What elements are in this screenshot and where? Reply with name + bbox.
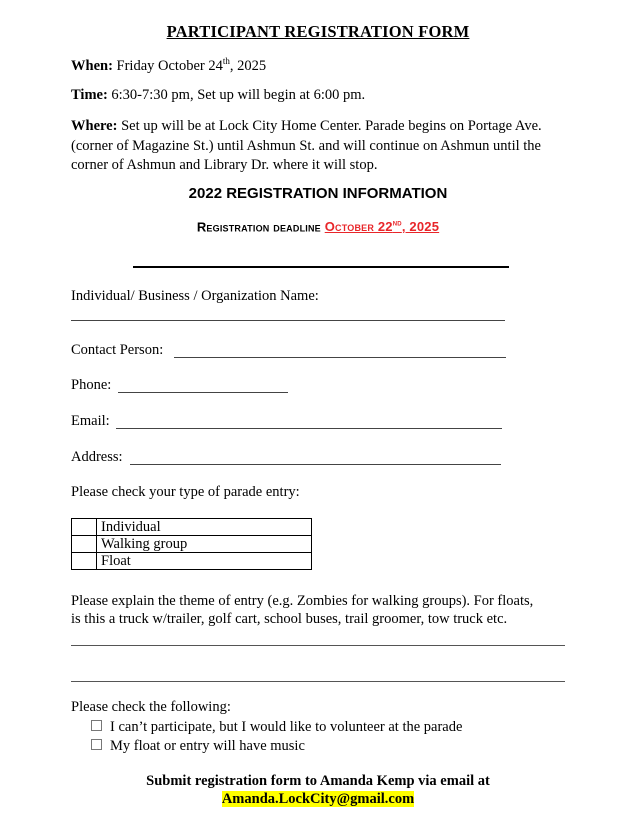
contact-input-line[interactable] xyxy=(174,357,506,358)
deadline-line xyxy=(0,219,636,234)
contact-label: Contact Person: xyxy=(71,342,164,358)
where-text-2: (corner of Magazine St.) until Ashmun St. and will continue on Ashmun until the xyxy=(71,138,541,154)
volunteer-label: I can’t participate, but I would like to volunteer at the parade xyxy=(110,719,463,735)
when-line xyxy=(71,56,266,75)
music-label: My float or entry will have music xyxy=(110,738,305,754)
deadline-date: October 22nd, 2025 xyxy=(324,219,440,235)
volunteer-checkbox[interactable] xyxy=(91,720,102,731)
entry-option-label: Walking group xyxy=(97,536,312,553)
name-label: Individual/ Business / Organization Name: xyxy=(71,288,319,304)
theme-prompt-2: is this a truck w/trailer, golf cart, school buses, trail groomer, tow truck etc. xyxy=(71,611,508,627)
entry-row xyxy=(72,536,312,553)
volunteer-option xyxy=(91,719,462,736)
theme-input-line-1[interactable] xyxy=(71,645,565,646)
name-input-line[interactable] xyxy=(71,320,505,321)
entry-checkbox[interactable] xyxy=(72,519,97,536)
deadline-label: Registration deadline xyxy=(196,219,321,235)
when-label: When: xyxy=(71,57,113,74)
entry-row xyxy=(72,519,312,536)
time-label: Time: xyxy=(71,87,108,103)
entry-checkbox[interactable] xyxy=(72,536,97,553)
where-line-1 xyxy=(71,118,542,135)
section-divider xyxy=(133,266,509,268)
email-label: Email: xyxy=(71,413,110,429)
checks-prompt: Please check the following: xyxy=(71,699,231,715)
form-title: PARTICIPANT REGISTRATION FORM xyxy=(166,22,470,41)
entry-type-table xyxy=(71,518,312,570)
when-value: Friday October 24th, 2025 xyxy=(116,56,267,74)
entry-option-label: Float xyxy=(97,553,312,570)
submit-instruction: Submit registration form to Amanda Kemp via email at xyxy=(146,773,490,789)
phone-input-line[interactable] xyxy=(118,392,288,393)
music-option xyxy=(91,738,305,755)
entry-type-prompt: Please check your type of parade entry: xyxy=(71,484,300,500)
where-label: Where: xyxy=(71,118,118,134)
time-value: 6:30-7:30 pm, Set up will begin at 6:00 pm. xyxy=(111,87,366,103)
address-input-line[interactable] xyxy=(130,464,501,465)
where-text-3: corner of Ashmun and Library Dr. where it will stop. xyxy=(71,157,378,173)
time-line xyxy=(71,87,365,104)
entry-row xyxy=(72,553,312,570)
entry-checkbox[interactable] xyxy=(72,553,97,570)
phone-label: Phone: xyxy=(71,377,112,393)
email-input-line[interactable] xyxy=(116,428,502,429)
address-label: Address: xyxy=(71,449,123,465)
music-checkbox[interactable] xyxy=(91,739,102,750)
theme-input-line-2[interactable] xyxy=(71,681,565,682)
theme-prompt-1: Please explain the theme of entry (e.g. Zombies for walking groups). For floats, xyxy=(71,593,534,609)
submit-email[interactable]: Amanda.LockCity@gmail.com xyxy=(221,791,415,807)
entry-option-label: Individual xyxy=(97,519,312,536)
where-text-1: Set up will be at Lock City Home Center. Parade begins on Portage Ave. xyxy=(121,118,542,134)
submit-email-row xyxy=(0,791,636,808)
registration-info-heading: 2022 REGISTRATION INFORMATION xyxy=(188,185,448,202)
